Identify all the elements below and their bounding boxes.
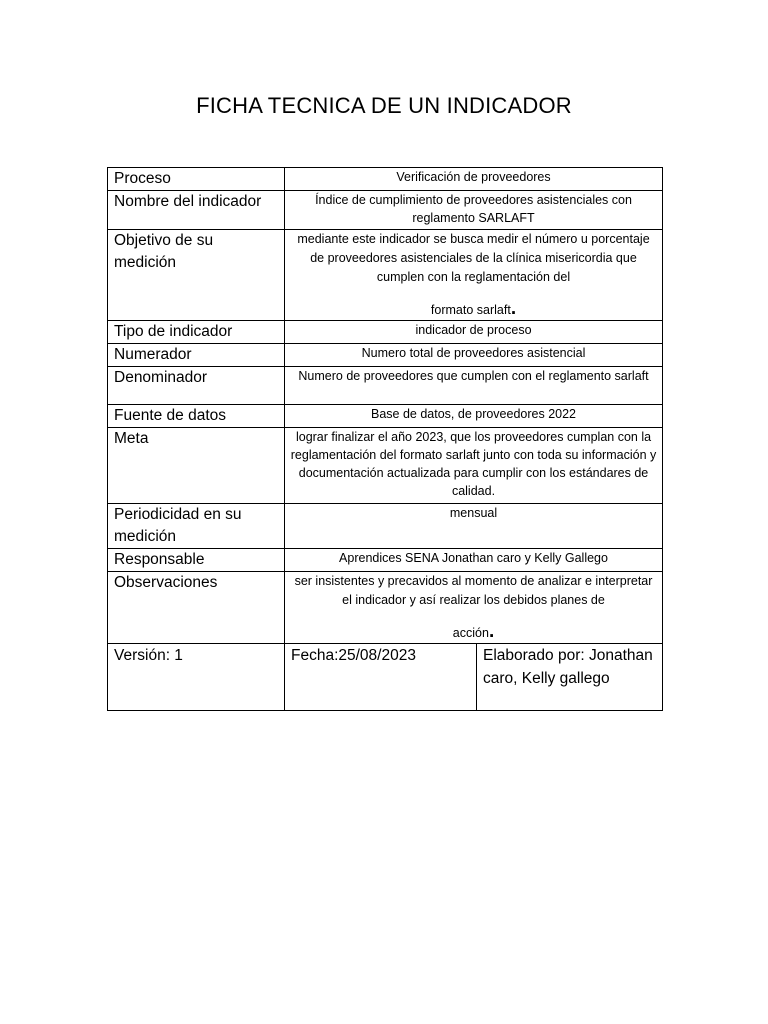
row-value: Aprendices SENA Jonathan caro y Kelly Gallego — [285, 549, 663, 572]
row-meta — [108, 428, 663, 504]
row-value-tail: acción — [452, 626, 489, 640]
row-label: Observaciones — [108, 572, 285, 644]
row-value — [285, 230, 663, 321]
row-label: Meta — [108, 428, 285, 504]
row-value — [285, 572, 663, 644]
row-numerador — [108, 344, 663, 367]
row-value: indicador de proceso — [285, 321, 663, 344]
row-fuente-datos — [108, 405, 663, 428]
row-label: Objetivo de su medición — [108, 230, 285, 321]
row-label: Periodicidad en su medición — [108, 504, 285, 549]
row-label: Responsable — [108, 549, 285, 572]
row-value-period: . — [488, 621, 495, 642]
row-value: lograr finalizar el año 2023, que los proveedores cumplan con la reglamentación del formato sarlaft junto con toda su información y documentación actualizada para cumplir con los estándares de calidad. — [285, 428, 663, 504]
row-value: Verificación de proveedores — [285, 168, 663, 191]
row-label: Numerador — [108, 344, 285, 367]
row-objetivo — [108, 230, 663, 321]
row-responsable — [108, 549, 663, 572]
version-cell: Versión: 1 — [108, 644, 285, 711]
row-label: Fuente de datos — [108, 405, 285, 428]
row-nombre-indicador — [108, 191, 663, 230]
row-value-tail: formato sarlaft — [430, 303, 511, 317]
row-label: Nombre del indicador — [108, 191, 285, 230]
indicator-sheet-table — [107, 167, 663, 711]
author-cell: Elaborado por: Jonathan caro, Kelly gallego — [477, 644, 663, 711]
row-periodicidad — [108, 504, 663, 549]
row-label: Tipo de indicador — [108, 321, 285, 344]
footer-row — [108, 644, 663, 711]
row-observaciones — [108, 572, 663, 644]
row-tipo-indicador — [108, 321, 663, 344]
row-value: Numero total de proveedores asistencial — [285, 344, 663, 367]
row-label: Proceso — [108, 168, 285, 191]
row-value-text: mediante este indicador se busca medir el número u porcentaje de proveedores asistenciales de la clínica misericordia que cumplen con la reglamentación del — [297, 232, 650, 284]
row-value: Base de datos, de proveedores 2022 — [285, 405, 663, 428]
page-title: FICHA TECNICA DE UN INDICADOR — [196, 93, 572, 118]
row-label: Denominador — [108, 367, 285, 405]
date-cell: Fecha:25/08/2023 — [285, 644, 477, 711]
row-proceso — [108, 168, 663, 191]
row-denominador — [108, 367, 663, 405]
row-value: Numero de proveedores que cumplen con el reglamento sarlaft — [285, 367, 663, 405]
row-value-period: . — [510, 298, 517, 319]
row-value: mensual — [285, 504, 663, 549]
row-value-text: ser insistentes y precavidos al momento de analizar e interpretar el indicador y así realizar los debidos planes de — [294, 574, 653, 607]
row-value: Índice de cumplimiento de proveedores asistenciales con reglamento SARLAFT — [285, 191, 663, 230]
